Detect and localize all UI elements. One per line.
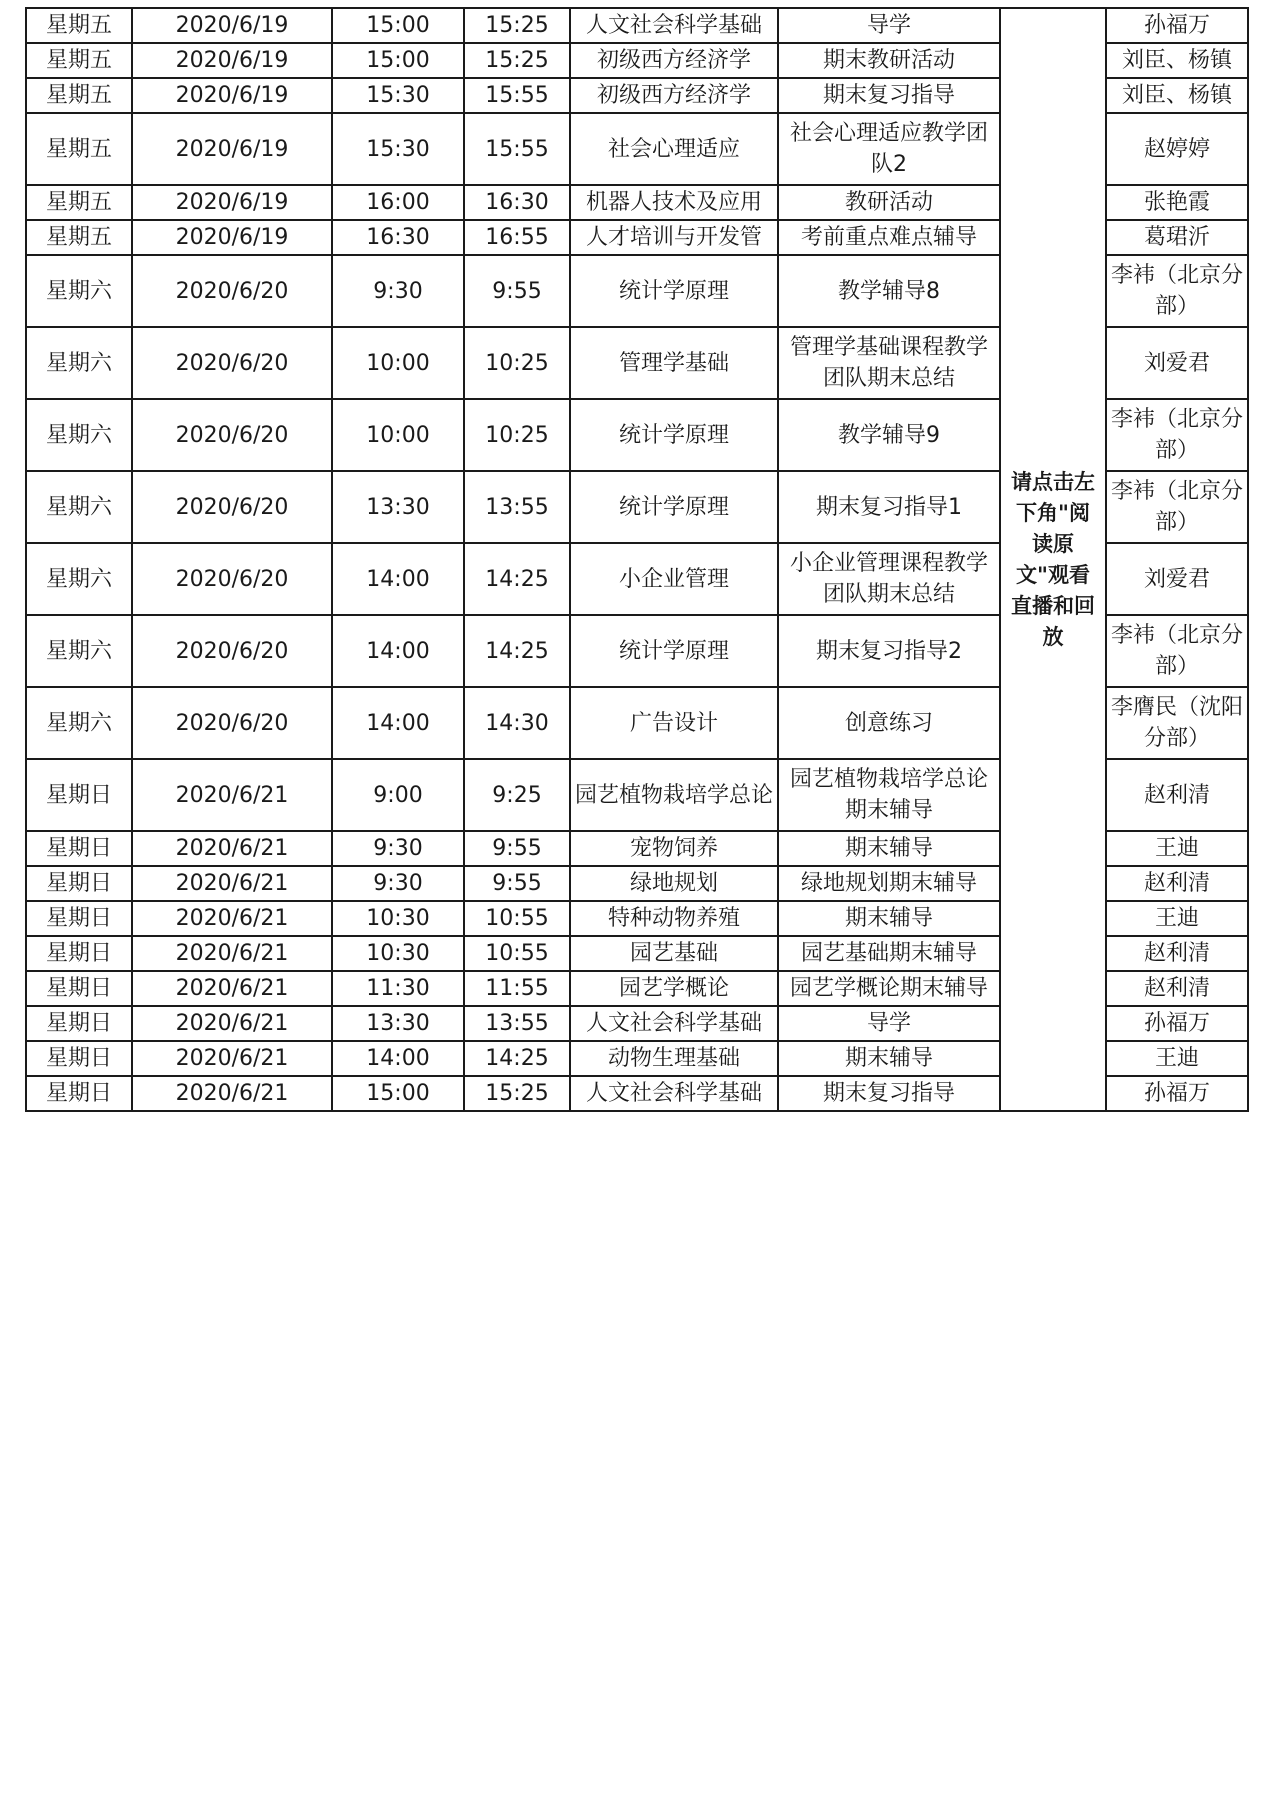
course-cell: 特种动物养殖 <box>570 901 778 936</box>
end-time-cell: 11:55 <box>464 971 570 1006</box>
course-cell: 人文社会科学基础 <box>570 1076 778 1111</box>
date-cell: 2020/6/19 <box>132 220 332 255</box>
day-cell: 星期六 <box>26 543 132 615</box>
start-time-cell: 10:30 <box>332 936 464 971</box>
course-cell: 统计学原理 <box>570 615 778 687</box>
course-cell: 人文社会科学基础 <box>570 8 778 43</box>
day-cell: 星期五 <box>26 220 132 255</box>
date-cell: 2020/6/19 <box>132 8 332 43</box>
end-time-cell: 16:55 <box>464 220 570 255</box>
start-time-cell: 10:30 <box>332 901 464 936</box>
date-cell: 2020/6/19 <box>132 113 332 185</box>
activity-cell: 教学辅导8 <box>778 255 1000 327</box>
course-cell: 绿地规划 <box>570 866 778 901</box>
start-time-cell: 15:00 <box>332 8 464 43</box>
activity-cell: 导学 <box>778 8 1000 43</box>
activity-cell: 园艺基础期末辅导 <box>778 936 1000 971</box>
date-cell: 2020/6/21 <box>132 866 332 901</box>
course-cell: 园艺植物栽培学总论 <box>570 759 778 831</box>
day-cell: 星期五 <box>26 185 132 220</box>
day-cell: 星期日 <box>26 1076 132 1111</box>
activity-cell: 期末复习指导 <box>778 1076 1000 1111</box>
end-time-cell: 13:55 <box>464 471 570 543</box>
teacher-cell: 张艳霞 <box>1106 185 1248 220</box>
end-time-cell: 15:25 <box>464 1076 570 1111</box>
activity-cell: 期末辅导 <box>778 831 1000 866</box>
start-time-cell: 14:00 <box>332 543 464 615</box>
start-time-cell: 16:00 <box>332 185 464 220</box>
activity-cell: 期末复习指导1 <box>778 471 1000 543</box>
start-time-cell: 14:00 <box>332 1041 464 1076</box>
teacher-cell: 李袆（北京分部） <box>1106 471 1248 543</box>
start-time-cell: 14:00 <box>332 615 464 687</box>
start-time-cell: 9:30 <box>332 255 464 327</box>
date-cell: 2020/6/21 <box>132 971 332 1006</box>
teacher-cell: 王迪 <box>1106 831 1248 866</box>
watch-note-cell: 请点击左下角"阅读原文"观看直播和回放 <box>1000 8 1106 1111</box>
teacher-cell: 赵利清 <box>1106 759 1248 831</box>
schedule-body <box>26 8 1248 1111</box>
start-time-cell: 9:30 <box>332 866 464 901</box>
course-cell: 初级西方经济学 <box>570 43 778 78</box>
teacher-cell: 孙福万 <box>1106 1076 1248 1111</box>
start-time-cell: 13:30 <box>332 471 464 543</box>
activity-cell: 考前重点难点辅导 <box>778 220 1000 255</box>
start-time-cell: 10:00 <box>332 399 464 471</box>
course-cell: 统计学原理 <box>570 255 778 327</box>
end-time-cell: 9:55 <box>464 866 570 901</box>
activity-cell: 绿地规划期末辅导 <box>778 866 1000 901</box>
day-cell: 星期六 <box>26 615 132 687</box>
teacher-cell: 葛珺沂 <box>1106 220 1248 255</box>
teacher-cell: 刘爱君 <box>1106 543 1248 615</box>
course-cell: 园艺基础 <box>570 936 778 971</box>
teacher-cell: 刘爱君 <box>1106 327 1248 399</box>
day-cell: 星期日 <box>26 936 132 971</box>
day-cell: 星期日 <box>26 971 132 1006</box>
teacher-cell: 孙福万 <box>1106 8 1248 43</box>
course-cell: 管理学基础 <box>570 327 778 399</box>
day-cell: 星期六 <box>26 471 132 543</box>
course-cell: 园艺学概论 <box>570 971 778 1006</box>
teacher-cell: 赵利清 <box>1106 866 1248 901</box>
day-cell: 星期六 <box>26 327 132 399</box>
end-time-cell: 14:25 <box>464 543 570 615</box>
day-cell: 星期日 <box>26 831 132 866</box>
course-cell: 动物生理基础 <box>570 1041 778 1076</box>
teacher-cell: 李袆（北京分部） <box>1106 399 1248 471</box>
day-cell: 星期日 <box>26 759 132 831</box>
date-cell: 2020/6/20 <box>132 327 332 399</box>
teacher-cell: 刘臣、杨镇 <box>1106 78 1248 113</box>
end-time-cell: 10:25 <box>464 327 570 399</box>
date-cell: 2020/6/21 <box>132 901 332 936</box>
end-time-cell: 15:55 <box>464 113 570 185</box>
activity-cell: 社会心理适应教学团队2 <box>778 113 1000 185</box>
course-cell: 小企业管理 <box>570 543 778 615</box>
date-cell: 2020/6/20 <box>132 399 332 471</box>
teacher-cell: 刘臣、杨镇 <box>1106 43 1248 78</box>
date-cell: 2020/6/19 <box>132 78 332 113</box>
start-time-cell: 15:30 <box>332 78 464 113</box>
end-time-cell: 14:25 <box>464 1041 570 1076</box>
teacher-cell: 李膺民（沈阳分部） <box>1106 687 1248 759</box>
start-time-cell: 14:00 <box>332 687 464 759</box>
day-cell: 星期五 <box>26 113 132 185</box>
start-time-cell: 15:00 <box>332 1076 464 1111</box>
start-time-cell: 16:30 <box>332 220 464 255</box>
teacher-cell: 赵婷婷 <box>1106 113 1248 185</box>
end-time-cell: 15:25 <box>464 8 570 43</box>
teacher-cell: 赵利清 <box>1106 971 1248 1006</box>
start-time-cell: 15:00 <box>332 43 464 78</box>
activity-cell: 教研活动 <box>778 185 1000 220</box>
activity-cell: 教学辅导9 <box>778 399 1000 471</box>
day-cell: 星期六 <box>26 255 132 327</box>
course-cell: 统计学原理 <box>570 471 778 543</box>
teacher-cell: 李袆（北京分部） <box>1106 255 1248 327</box>
activity-cell: 期末辅导 <box>778 901 1000 936</box>
day-cell: 星期五 <box>26 43 132 78</box>
start-time-cell: 15:30 <box>332 113 464 185</box>
date-cell: 2020/6/21 <box>132 1041 332 1076</box>
course-cell: 统计学原理 <box>570 399 778 471</box>
course-cell: 机器人技术及应用 <box>570 185 778 220</box>
course-cell: 人才培训与开发管 <box>570 220 778 255</box>
course-cell: 社会心理适应 <box>570 113 778 185</box>
date-cell: 2020/6/21 <box>132 831 332 866</box>
course-cell: 初级西方经济学 <box>570 78 778 113</box>
start-time-cell: 13:30 <box>332 1006 464 1041</box>
date-cell: 2020/6/19 <box>132 43 332 78</box>
activity-cell: 园艺植物栽培学总论期末辅导 <box>778 759 1000 831</box>
activity-cell: 期末教研活动 <box>778 43 1000 78</box>
activity-cell: 期末辅导 <box>778 1041 1000 1076</box>
start-time-cell: 9:30 <box>332 831 464 866</box>
date-cell: 2020/6/21 <box>132 936 332 971</box>
end-time-cell: 15:55 <box>464 78 570 113</box>
start-time-cell: 9:00 <box>332 759 464 831</box>
end-time-cell: 13:55 <box>464 1006 570 1041</box>
day-cell: 星期六 <box>26 687 132 759</box>
date-cell: 2020/6/20 <box>132 687 332 759</box>
date-cell: 2020/6/20 <box>132 471 332 543</box>
activity-cell: 期末复习指导2 <box>778 615 1000 687</box>
end-time-cell: 14:25 <box>464 615 570 687</box>
day-cell: 星期六 <box>26 399 132 471</box>
teacher-cell: 李袆（北京分部） <box>1106 615 1248 687</box>
date-cell: 2020/6/20 <box>132 255 332 327</box>
activity-cell: 创意练习 <box>778 687 1000 759</box>
end-time-cell: 9:55 <box>464 831 570 866</box>
end-time-cell: 10:55 <box>464 936 570 971</box>
start-time-cell: 10:00 <box>332 327 464 399</box>
table-row <box>26 8 1248 43</box>
end-time-cell: 15:25 <box>464 43 570 78</box>
day-cell: 星期日 <box>26 1041 132 1076</box>
activity-cell: 导学 <box>778 1006 1000 1041</box>
date-cell: 2020/6/19 <box>132 185 332 220</box>
schedule-table <box>25 7 1249 1112</box>
end-time-cell: 9:55 <box>464 255 570 327</box>
teacher-cell: 王迪 <box>1106 1041 1248 1076</box>
teacher-cell: 王迪 <box>1106 901 1248 936</box>
date-cell: 2020/6/21 <box>132 759 332 831</box>
end-time-cell: 9:25 <box>464 759 570 831</box>
date-cell: 2020/6/21 <box>132 1006 332 1041</box>
course-cell: 广告设计 <box>570 687 778 759</box>
date-cell: 2020/6/20 <box>132 543 332 615</box>
course-cell: 宠物饲养 <box>570 831 778 866</box>
activity-cell: 管理学基础课程教学团队期末总结 <box>778 327 1000 399</box>
end-time-cell: 10:55 <box>464 901 570 936</box>
date-cell: 2020/6/21 <box>132 1076 332 1111</box>
end-time-cell: 14:30 <box>464 687 570 759</box>
teacher-cell: 赵利清 <box>1106 936 1248 971</box>
day-cell: 星期五 <box>26 78 132 113</box>
end-time-cell: 16:30 <box>464 185 570 220</box>
day-cell: 星期日 <box>26 901 132 936</box>
day-cell: 星期日 <box>26 1006 132 1041</box>
date-cell: 2020/6/20 <box>132 615 332 687</box>
activity-cell: 小企业管理课程教学团队期末总结 <box>778 543 1000 615</box>
teacher-cell: 孙福万 <box>1106 1006 1248 1041</box>
start-time-cell: 11:30 <box>332 971 464 1006</box>
activity-cell: 期末复习指导 <box>778 78 1000 113</box>
day-cell: 星期日 <box>26 866 132 901</box>
end-time-cell: 10:25 <box>464 399 570 471</box>
course-cell: 人文社会科学基础 <box>570 1006 778 1041</box>
activity-cell: 园艺学概论期末辅导 <box>778 971 1000 1006</box>
day-cell: 星期五 <box>26 8 132 43</box>
